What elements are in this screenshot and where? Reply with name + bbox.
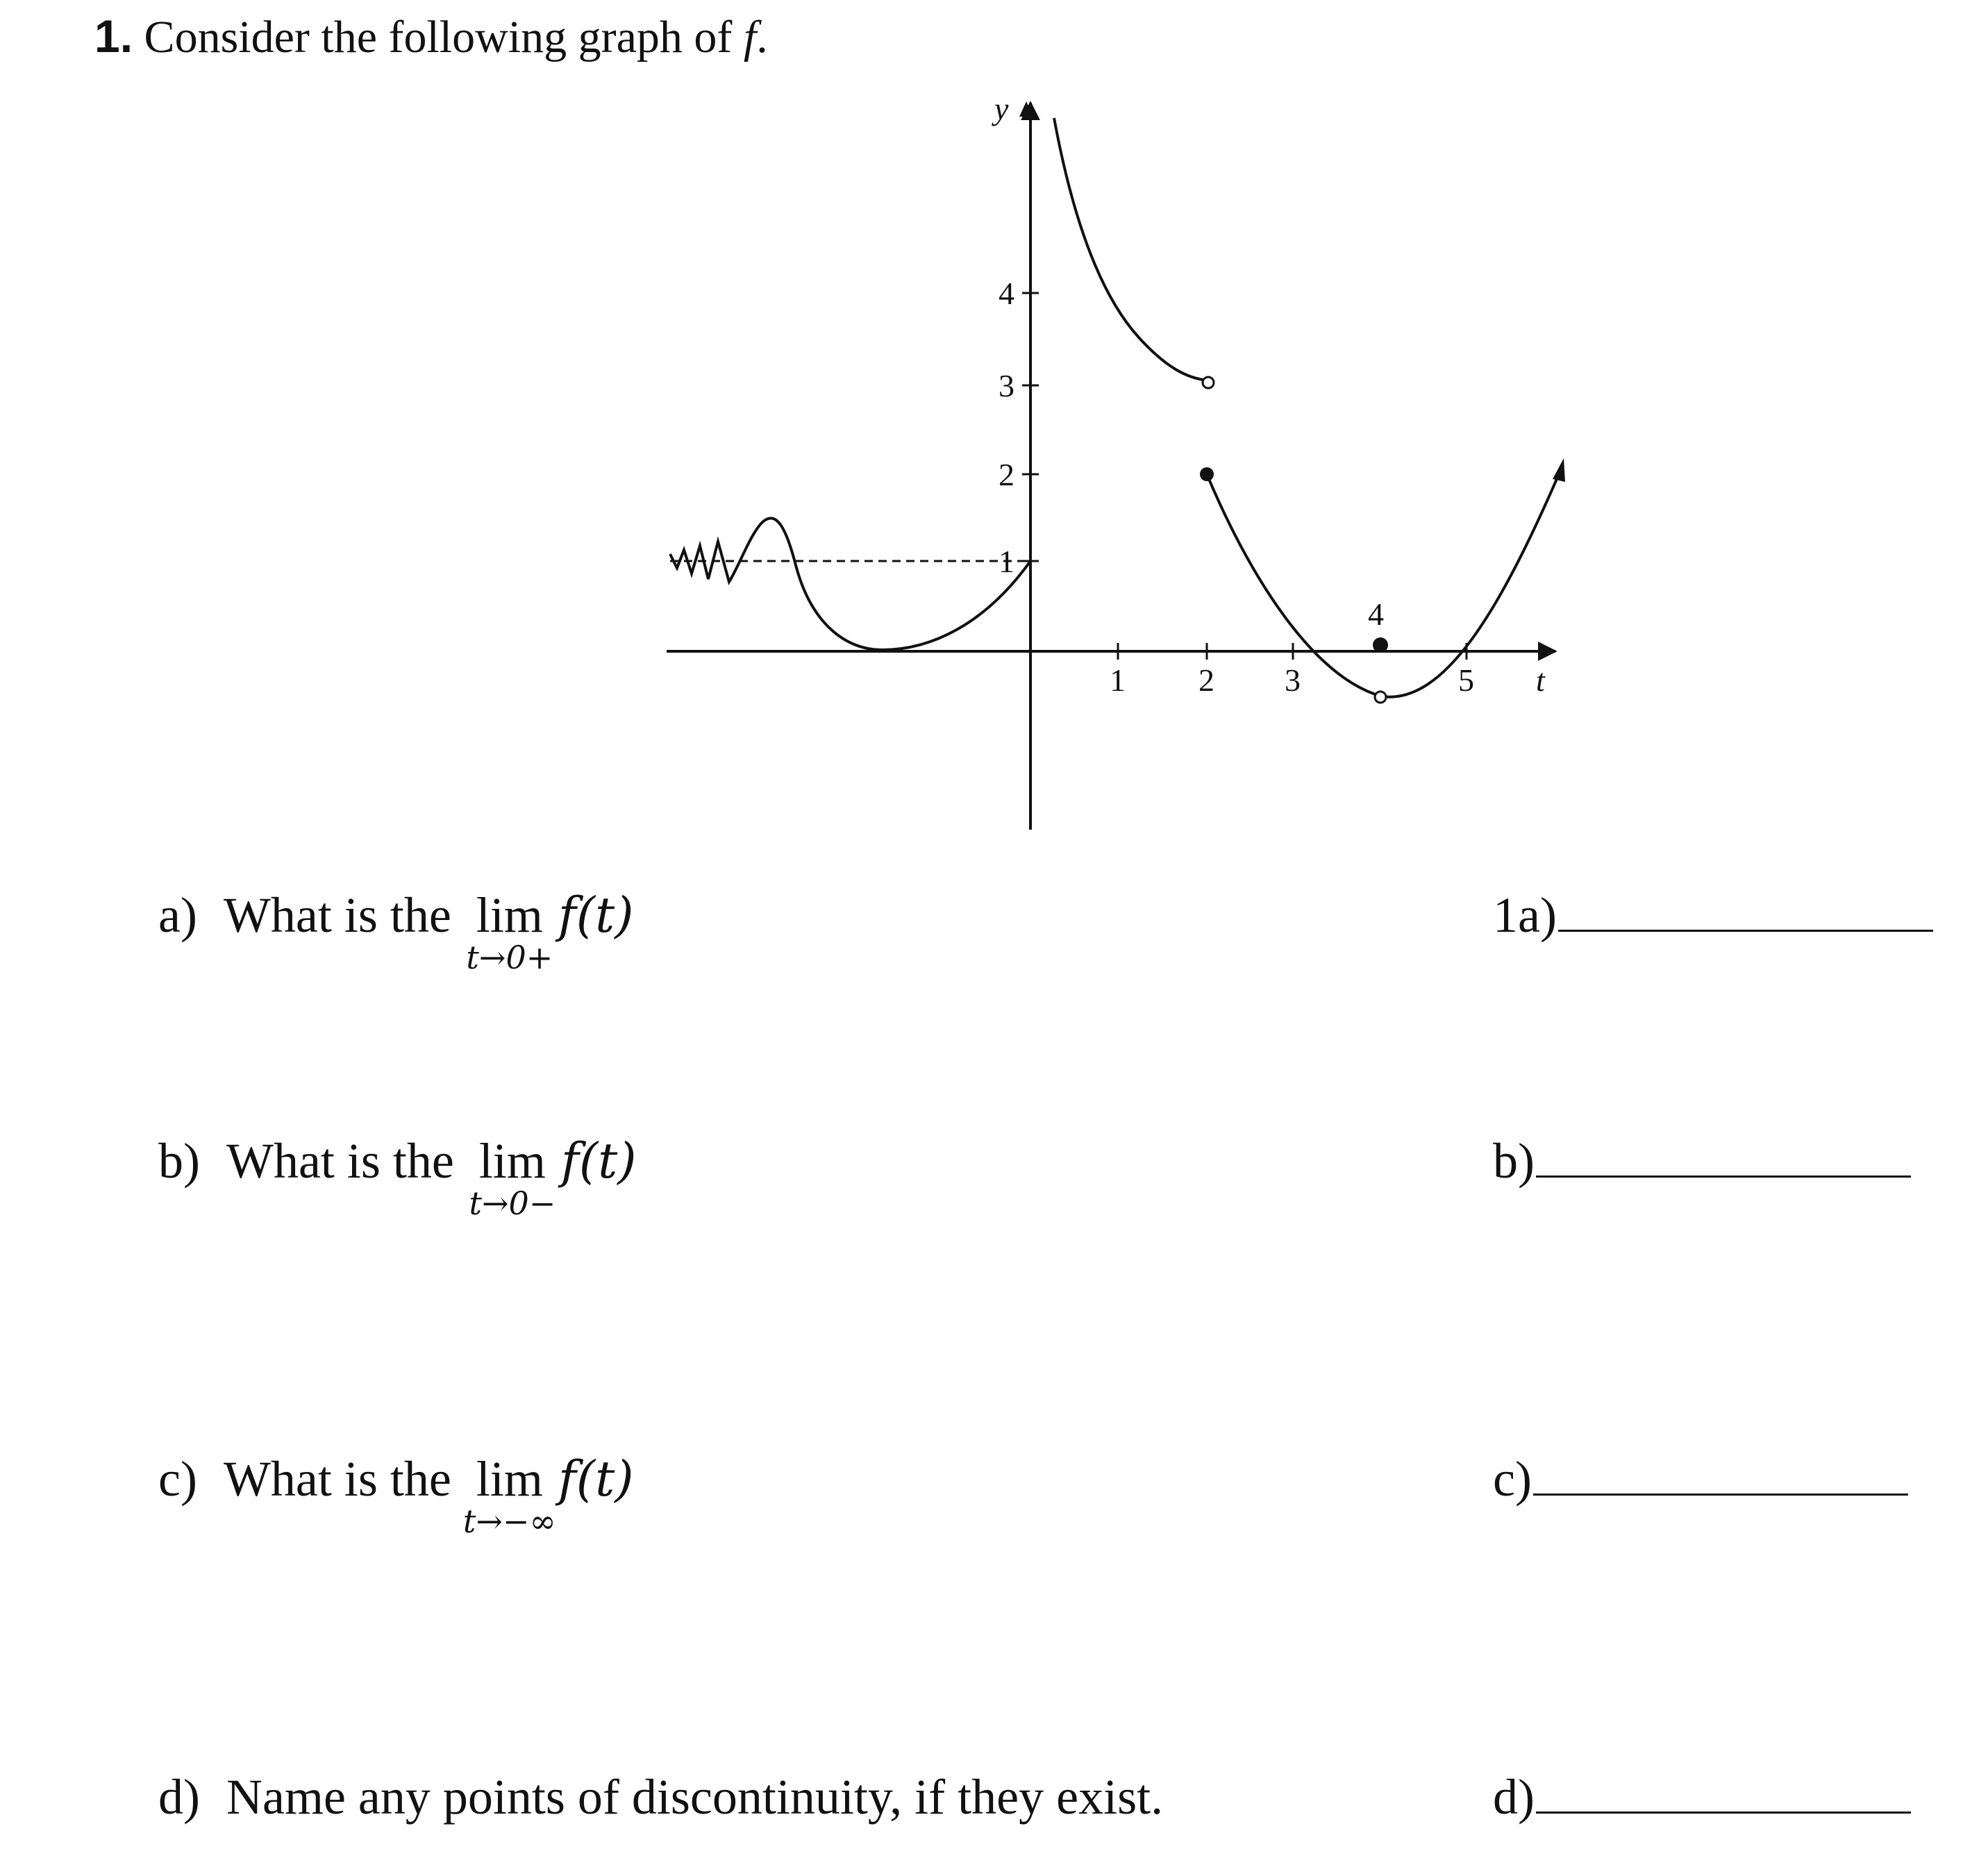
lim-word: lim — [476, 1451, 543, 1507]
lim-subscript: t→0− — [469, 1185, 556, 1222]
answer-a — [1493, 887, 1933, 943]
answer-blank-a[interactable] — [1558, 930, 1933, 932]
question-text: What is the — [223, 887, 451, 943]
t-tick-label-3: 3 — [1285, 662, 1301, 698]
problem-intro-end: . — [756, 12, 768, 62]
function-expression: f(t) — [560, 1132, 637, 1189]
problem-number: 1. — [94, 10, 133, 62]
limit-operator — [462, 1451, 556, 1540]
t-tick-label-2: 2 — [1198, 662, 1214, 698]
parabola-arrow-icon — [1553, 458, 1565, 482]
function-symbol: f — [743, 12, 757, 62]
question-text: Name any points of discontinuity, if they exist. — [226, 1769, 1164, 1825]
y-tick-label-1: 1 — [999, 544, 1014, 579]
answer-blank-d[interactable] — [1536, 1812, 1911, 1814]
question-prefix: c) — [158, 1451, 197, 1507]
function-expression: f(t) — [558, 887, 634, 944]
problem-heading — [94, 10, 768, 64]
t-axis-label: t — [1536, 662, 1545, 698]
lim-word: lim — [476, 887, 543, 943]
limit-operator — [466, 887, 553, 976]
lim-subscript: t→0+ — [466, 939, 553, 976]
problem-intro: Consider the following graph of — [144, 12, 744, 62]
answer-c — [1493, 1451, 1908, 1507]
question-prefix: d) — [158, 1769, 200, 1825]
y-tick-label-3: 3 — [999, 368, 1014, 403]
question-text: What is the — [223, 1451, 451, 1507]
answer-d — [1493, 1769, 1911, 1825]
question-b — [158, 1132, 637, 1222]
question-c — [158, 1450, 634, 1540]
limit-operator — [469, 1133, 556, 1222]
function-expression: f(t) — [558, 1450, 634, 1507]
answer-label: c) — [1493, 1451, 1532, 1507]
y-tick-label-2: 2 — [999, 457, 1014, 492]
answer-blank-c[interactable] — [1533, 1494, 1908, 1496]
curve-upper-branch — [1054, 118, 1208, 380]
open-point-2-3 — [1203, 377, 1214, 388]
y-tick-label-4: 4 — [999, 276, 1014, 311]
question-a — [158, 887, 634, 976]
answer-label: 1a) — [1493, 887, 1557, 943]
lim-subscript: t→−∞ — [462, 1503, 556, 1540]
point-label-4: 4 — [1368, 596, 1384, 632]
curve-left-oscillation — [670, 518, 1030, 650]
lim-word: lim — [478, 1133, 546, 1189]
open-point-4-min — [1375, 692, 1386, 703]
question-d — [158, 1769, 1164, 1825]
question-text: What is the — [226, 1133, 454, 1189]
closed-point-4-0 — [1373, 637, 1388, 653]
answer-blank-b[interactable] — [1536, 1176, 1911, 1178]
answer-label: b) — [1493, 1133, 1535, 1189]
question-prefix: a) — [158, 887, 197, 943]
closed-point-2-2 — [1200, 467, 1214, 481]
t-tick-label-1: 1 — [1110, 662, 1126, 698]
answer-b — [1493, 1133, 1911, 1189]
function-graph — [83, 82, 1923, 839]
curve-right-parabola — [1207, 469, 1561, 697]
question-prefix: b) — [158, 1133, 200, 1189]
t-tick-label-5: 5 — [1458, 662, 1474, 698]
answer-label: d) — [1493, 1769, 1535, 1825]
y-axis-label: y — [994, 91, 1009, 126]
